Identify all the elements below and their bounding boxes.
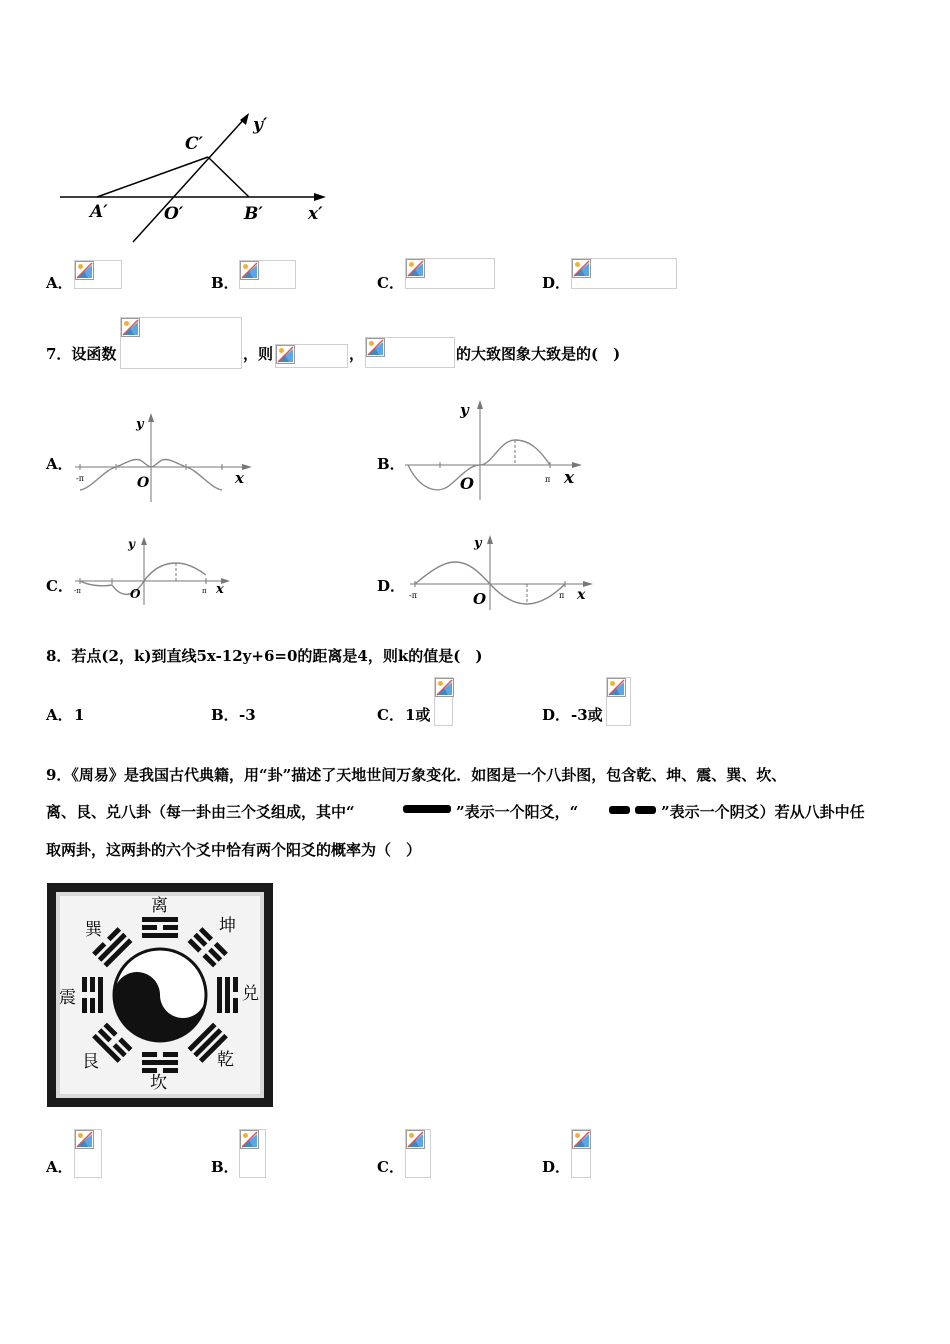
q9-option-c: C． <box>377 1158 404 1176</box>
q8-option-d-image <box>606 677 631 726</box>
image-placeholder-icon <box>406 1130 425 1149</box>
q9-line2-c: ”表示一个阴爻）若从八卦中任 <box>661 803 865 821</box>
q6-option-d-image <box>571 258 677 289</box>
q7-graph-b <box>400 395 595 505</box>
graph-a-x-label: x <box>235 469 244 487</box>
graph-c-neg-pi: -π <box>74 587 81 595</box>
image-placeholder-icon <box>75 1130 94 1149</box>
q6-option-b-image <box>239 260 296 289</box>
q6-option-d: D． <box>542 274 571 292</box>
q7-second-image <box>365 337 455 368</box>
graph-c-origin: O <box>130 587 141 601</box>
bagua-zhen: 震 <box>59 988 76 1008</box>
q7-ratio-image <box>275 344 348 368</box>
q8-option-d-letter: D． <box>542 706 571 724</box>
bagua-kun: 坤 <box>219 916 236 936</box>
image-placeholder-icon <box>75 261 94 280</box>
q7-function-image <box>120 317 242 369</box>
q7-option-b: B． <box>377 455 405 473</box>
q9-option-d: D． <box>542 1158 571 1176</box>
q7-option-a: A． <box>46 455 73 473</box>
graph-d-pi: π <box>559 591 565 600</box>
q7-graph-a <box>70 410 260 505</box>
graph-a-y-label: y <box>136 417 144 432</box>
q9-line1: 9．《周易》是我国古代典籍，用“卦”描述了天地世间万象变化．如图是一个八卦图，包含乾、坤、震、巽、坎、 <box>46 766 787 784</box>
q8-option-b-letter: B． <box>211 706 239 724</box>
q8-option-c-value: 1或 <box>405 706 431 724</box>
image-placeholder-icon <box>435 678 454 697</box>
q8-option-a-value: 1 <box>74 706 85 724</box>
q6-option-c-image <box>405 258 495 289</box>
image-placeholder-icon <box>240 1130 259 1149</box>
bagua-xun: 巽 <box>85 920 102 940</box>
yin-line-symbol-right <box>635 806 656 814</box>
label-a-prime: A′ <box>90 202 108 222</box>
q9-option-c-image <box>405 1129 431 1178</box>
graph-d-x-label: x <box>577 587 586 603</box>
label-o-prime: O′ <box>164 204 184 224</box>
q6-option-b: B． <box>211 274 239 292</box>
image-placeholder-icon <box>121 318 140 337</box>
q9-option-d-image <box>571 1129 591 1178</box>
bagua-dui: 兑 <box>242 984 259 1004</box>
q7-mid1: ，则 <box>243 345 274 363</box>
bagua-gen: 艮 <box>82 1052 99 1072</box>
q8-question: 8．若点(2，k)到直线5x-12y+6=0的距离是4，则k的值是( ) <box>46 647 483 665</box>
graph-c-pi: π <box>202 587 207 595</box>
graph-a-neg-pi: -π <box>76 474 84 483</box>
graph-b-x-label: x <box>564 468 575 488</box>
q7-option-d: D． <box>377 577 406 595</box>
q9-option-b-image <box>239 1129 266 1178</box>
image-placeholder-icon <box>276 345 295 364</box>
image-placeholder-icon <box>366 338 385 357</box>
image-placeholder-icon <box>406 259 425 278</box>
graph-d-origin: O <box>473 590 487 608</box>
graph-a-origin: O <box>137 475 150 491</box>
q7-graph-c <box>70 535 240 605</box>
image-placeholder-icon <box>607 678 626 697</box>
q9-line2-b: ”表示一个阳爻，“ <box>456 803 579 821</box>
graph-b-pi: π <box>545 475 551 484</box>
image-placeholder-icon <box>572 259 591 278</box>
q8-option-c-letter: C． <box>377 706 404 724</box>
q9-line3: 取两卦，这两卦的六个爻中恰有两个阳爻的概率为（ ） <box>46 841 422 859</box>
q6-option-a: A． <box>46 274 73 292</box>
q7-graph-d <box>405 532 600 612</box>
graph-b-origin: O <box>460 474 474 493</box>
bagua-kan: 坎 <box>150 1073 167 1093</box>
graph-c-x-label: x <box>216 582 224 597</box>
q9-option-a-image <box>74 1129 102 1178</box>
label-b-prime: B′ <box>244 204 263 224</box>
q6-option-c: C． <box>377 274 404 292</box>
q7-option-c: C． <box>46 577 73 595</box>
bagua-qian: 乾 <box>217 1050 234 1070</box>
q8-option-b-value: -3 <box>239 706 256 724</box>
q9-option-b: B． <box>211 1158 239 1176</box>
q9-line2-a: 离、艮、兑八卦（每一卦由三个爻组成，其中“ <box>46 803 355 821</box>
bagua-li: 离 <box>151 896 168 916</box>
graph-c-y-label: y <box>128 537 135 551</box>
q7-mid2: ， <box>349 345 365 363</box>
yang-line-symbol <box>403 805 451 813</box>
graph-b-y-label: y <box>460 401 469 419</box>
image-placeholder-icon <box>572 1130 591 1149</box>
graph-d-neg-pi: -π <box>409 591 417 600</box>
q6-option-a-image <box>74 260 122 289</box>
q8-option-d-value: -3或 <box>571 706 603 724</box>
label-x-prime: x′ <box>308 204 323 224</box>
bagua-figure <box>47 883 273 1107</box>
q7-number: 7．设函数 <box>46 345 117 363</box>
yin-line-symbol-left <box>609 806 630 814</box>
label-c-prime: C′ <box>185 134 204 154</box>
graph-d-y-label: y <box>474 536 482 551</box>
q9-option-a: A． <box>46 1158 73 1176</box>
oblique-axes-figure <box>50 105 350 250</box>
q8-option-a-letter: A． <box>46 706 73 724</box>
q7-tail: 的大致图象大致是的( ) <box>456 345 621 363</box>
q8-option-c-image <box>434 677 453 726</box>
image-placeholder-icon <box>240 261 259 280</box>
label-y-prime: y′ <box>253 115 268 135</box>
